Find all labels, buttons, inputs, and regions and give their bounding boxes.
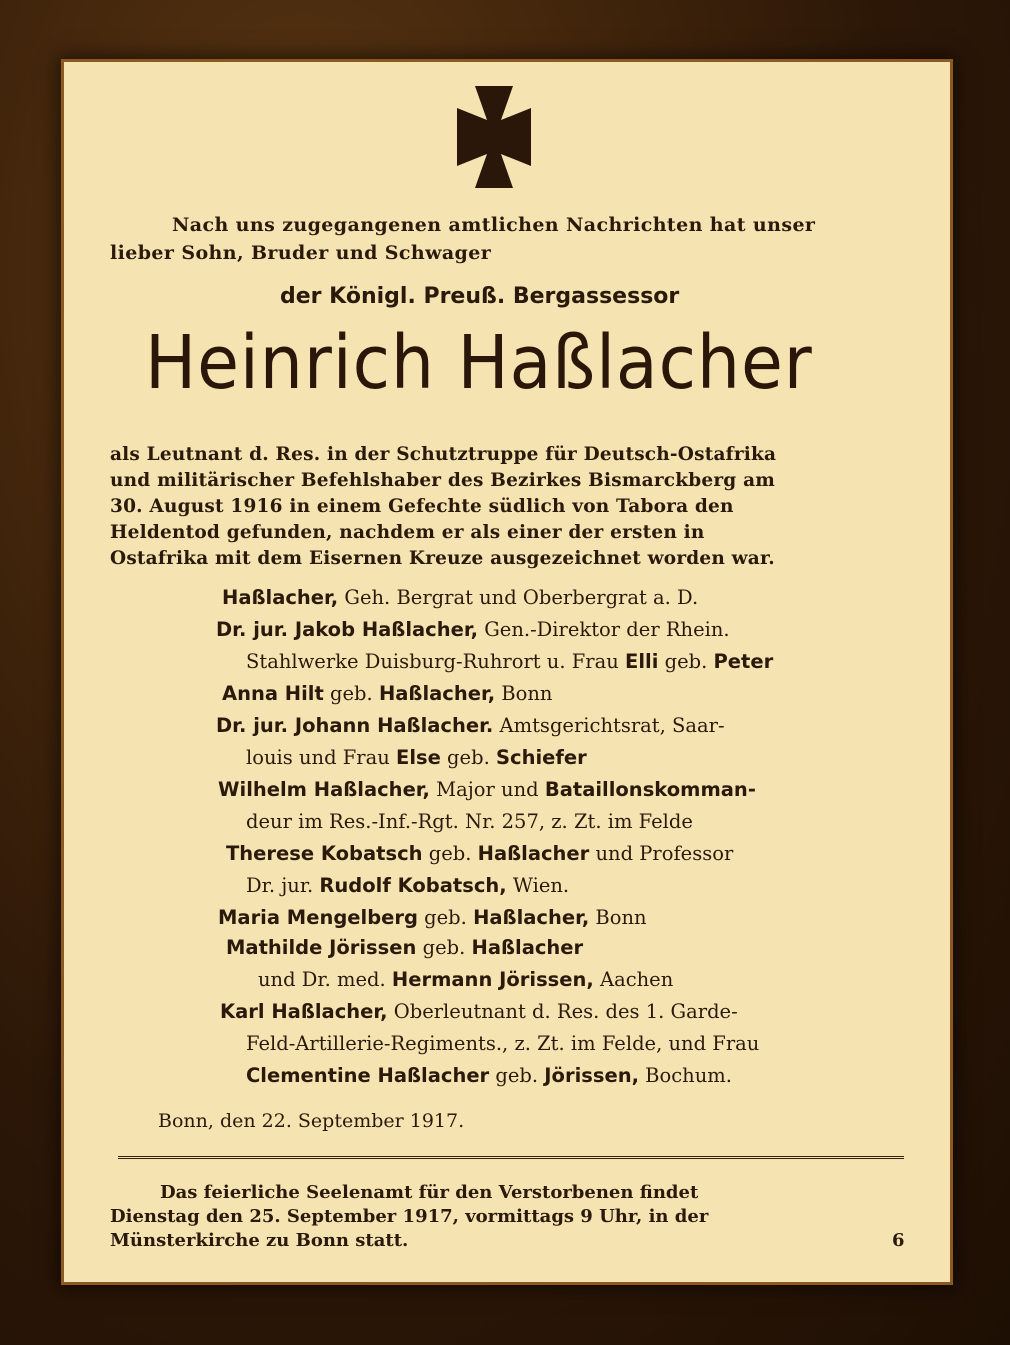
intro-line-2: lieber Sohn, Bruder und Schwager	[110, 242, 492, 264]
body-line: Ostafrika mit dem Eisernen Kreuze ausgezeichnet worden war.	[110, 548, 775, 569]
family-line: Stahlwerke Duisburg-Ruhrort u. Frau Elli geb. Peter	[246, 650, 774, 673]
body-line: Heldentod gefunden, nachdem er als einer der ersten in	[110, 522, 705, 543]
family-line: Anna Hilt geb. Haßlacher, Bonn	[222, 682, 553, 705]
family-line: Feld-Artillerie-Regiments., z. Zt. im Felde, und Frau	[246, 1032, 760, 1055]
divider-rule	[118, 1156, 904, 1159]
family-line: louis und Frau Else geb. Schiefer	[246, 746, 587, 769]
body-line: und militärischer Befehlshaber des Bezirkes Bismarckberg am	[110, 470, 776, 491]
family-line: Dr. jur. Jakob Haßlacher, Gen.-Direktor der Rhein.	[216, 618, 730, 641]
footer-line: Dienstag den 25. September 1917, vormittags 9 Uhr, in der	[110, 1206, 709, 1227]
footer-line: Münsterkirche zu Bonn statt.	[110, 1230, 409, 1251]
family-line: Dr. jur. Johann Haßlacher. Amtsgerichtsrat, Saar-	[216, 714, 725, 737]
family-line: Karl Haßlacher, Oberleutnant d. Res. des 1. Garde-	[220, 1000, 738, 1023]
family-line: Therese Kobatsch geb. Haßlacher und Professor	[226, 842, 734, 865]
intro-line-1: Nach uns zugegangenen amtlichen Nachrichten hat unser	[172, 214, 816, 236]
iron-cross-icon	[453, 82, 535, 192]
family-line: Wilhelm Haßlacher, Major und Bataillonskomman-	[218, 778, 756, 801]
footer-line: Das feierliche Seelenamt für den Verstorbenen findet	[160, 1182, 699, 1203]
footer-number: 6	[892, 1230, 905, 1251]
family-line: Mathilde Jörissen geb. Haßlacher	[226, 936, 584, 959]
family-line: und Dr. med. Hermann Jörissen, Aachen	[258, 968, 674, 991]
family-line: Dr. jur. Rudolf Kobatsch, Wien.	[246, 874, 570, 897]
deceased-rank: der Königl. Preuß. Bergassessor	[280, 284, 680, 309]
body-line: als Leutnant d. Res. in der Schutztruppe für Deutsch-Ostafrika	[110, 444, 777, 465]
family-line: Haßlacher, Geh. Bergrat und Oberbergrat a. D.	[222, 586, 699, 609]
family-line: Clementine Haßlacher geb. Jörissen, Bochum.	[246, 1064, 732, 1087]
deceased-name: Heinrich Haßlacher	[145, 320, 813, 406]
body-line: 30. August 1916 in einem Gefechte südlich von Tabora den	[110, 496, 734, 517]
family-line: Maria Mengelberg geb. Haßlacher, Bonn	[218, 906, 647, 929]
place-date: Bonn, den 22. September 1917.	[158, 1110, 465, 1132]
family-line: deur im Res.-Inf.-Rgt. Nr. 257, z. Zt. im Felde	[246, 810, 693, 833]
